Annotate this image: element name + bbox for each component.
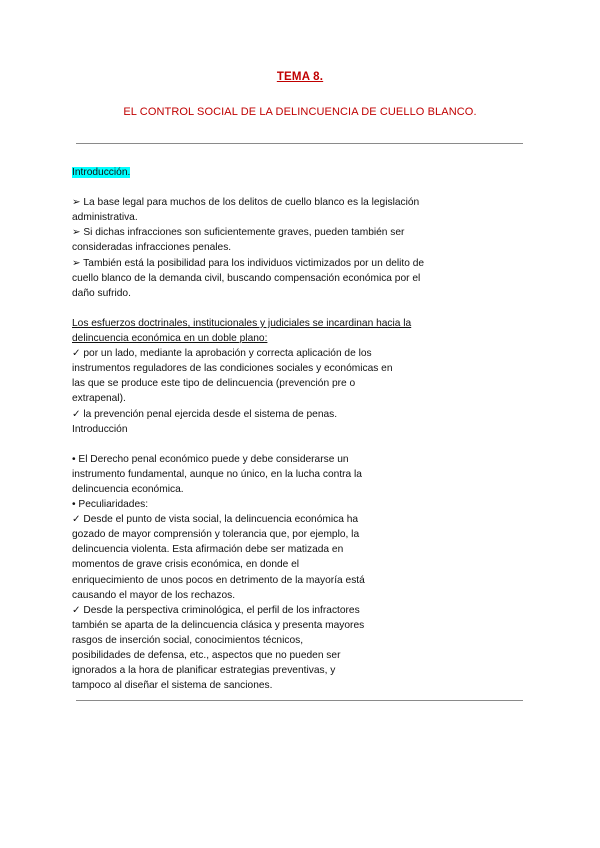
text-line: enriquecimiento de unos pocos en detrimento de la mayoría está [72,574,365,586]
paragraph-legal-basis [72,195,472,301]
text-line: rasgos de inserción social, conocimientos técnicos, [72,634,304,646]
text-line: causando el mayor de los rechazos. [72,589,236,601]
text-line: también se aparta de la delincuencia clásica y presenta mayores [72,619,365,631]
text-line: ✓ por un lado, mediante la aprobación y correcta aplicación de los [72,348,372,360]
text-line: instrumento fundamental, aunque no único, en la lucha contra la [72,468,362,480]
text-line: ✓ la prevención penal ejercida desde el sistema de penas. [72,408,338,420]
spacer [72,437,472,452]
spacer [72,301,472,316]
intro-heading: Introducción. [72,167,131,178]
text-line: instrumentos reguladores de las condiciones sociales y económicas en [72,363,393,375]
document-title: TEMA 8. [276,71,324,83]
text-line: extrapenal). [72,393,126,405]
paragraph-double-plane [72,316,472,437]
text-line: ✓ Desde el punto de vista social, la delincuencia económica ha [72,514,359,526]
text-line: Introducción [72,423,128,435]
text-line: consideradas infracciones penales. [72,242,232,254]
underlined-line: delincuencia económica en un doble plano: [72,333,268,345]
top-divider [76,143,523,144]
text-line: momentos de grave crisis económica, en donde el [72,559,300,571]
document-subtitle: EL CONTROL SOCIAL DE LA DELINCUENCIA DE CUELLO BLANCO. [123,106,477,118]
text-line: ➢ La base legal para muchos de los delitos de cuello blanco es la legislación [72,197,420,209]
text-line: las que se produce este tipo de delincuencia (prevención pre o [72,378,356,390]
text-line: ✓ Desde la perspectiva criminológica, el perfil de los infractores [72,604,360,616]
text-line: • El Derecho penal económico puede y debe considerarse un [72,453,349,465]
paragraph-peculiarities [72,452,472,694]
text-line: cuello blanco de la demanda civil, buscando compensación económica por el [72,272,421,284]
text-line: gozado de mayor comprensión y tolerancia que, por ejemplo, la [72,529,360,541]
bottom-divider [76,700,523,701]
text-line: delincuencia violenta. Esta afirmación debe ser matizada en [72,544,344,556]
text-line: posibilidades de defensa, etc., aspectos que no pueden ser [72,650,341,661]
underlined-line: Los esfuerzos doctrinales, institucionales y judiciales se incardinan hacia la [72,317,412,329]
text-line: daño sufrido. [72,287,131,299]
text-line: tampoco al diseñar el sistema de sanciones. [72,680,273,692]
document-body [72,165,472,693]
text-line: ➢ También está la posibilidad para los individuos victimizados por un delito de [72,257,425,269]
text-line: administrativa. [72,212,138,224]
text-line: • Peculiaridades: [72,499,149,511]
text-line: ignorados a la hora de planificar estrategias preventivas, y [72,665,336,677]
text-line: delincuencia económica. [72,483,184,495]
text-line: ➢ Si dichas infracciones son suficientemente graves, pueden también ser [72,227,405,239]
spacer [72,180,472,195]
